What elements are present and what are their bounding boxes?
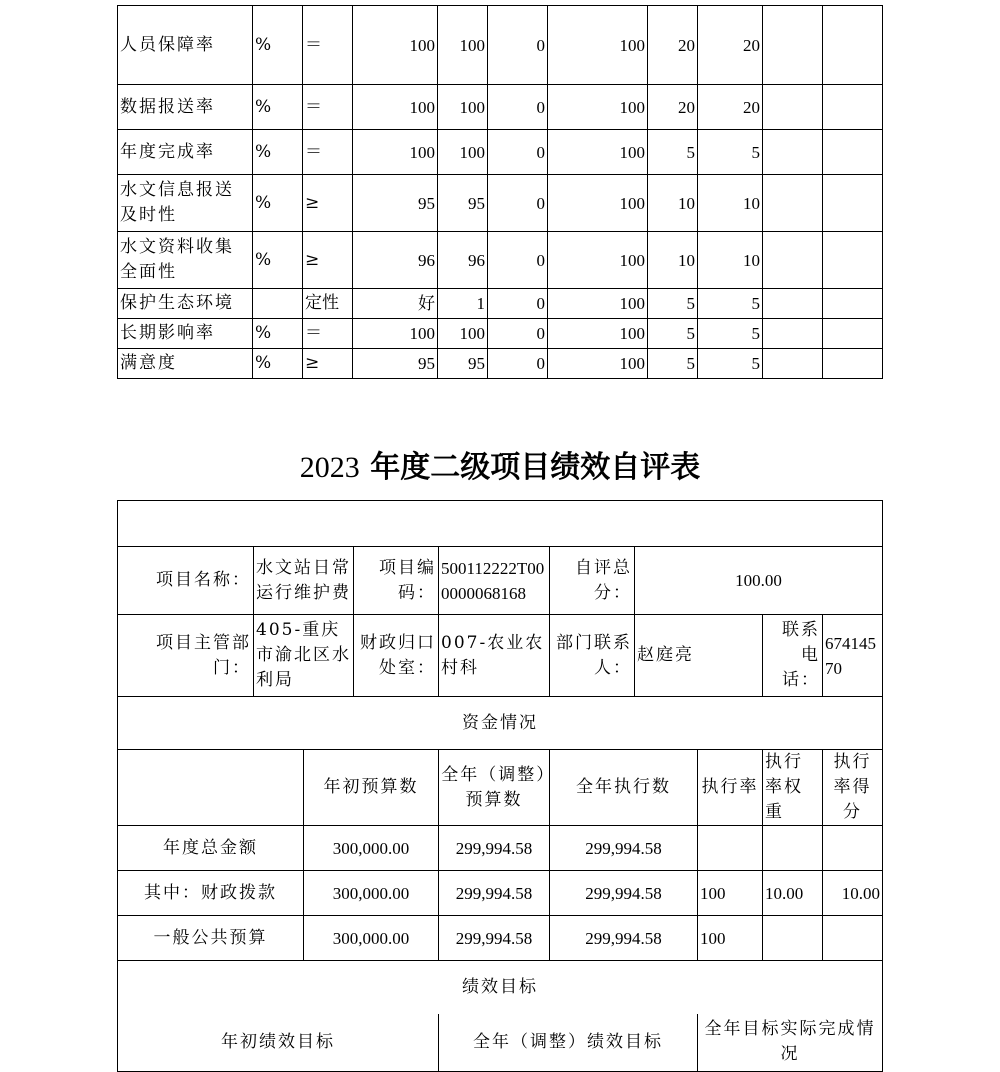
- indicator-rate: 100: [548, 289, 648, 319]
- indicator-name: 长期影响率: [118, 319, 253, 349]
- indicator-actual: 96: [438, 232, 488, 289]
- dept-info-row: [118, 615, 883, 697]
- project-name-value: 水文站日常运行维护费: [254, 547, 354, 615]
- indicator-row: [118, 6, 883, 85]
- indicator-target: 95: [353, 349, 438, 379]
- indicator-blank-b: [823, 6, 883, 85]
- indicator-actual: 100: [438, 85, 488, 130]
- indicator-rate: 100: [548, 85, 648, 130]
- funds-row: [118, 916, 883, 961]
- indicator-deviation: 0: [488, 175, 548, 232]
- evaluation-table: [117, 500, 883, 1072]
- funds-header-rate: 执行率: [698, 750, 763, 826]
- funds-row-initial: 300,000.00: [304, 871, 439, 916]
- funds-row-score: [823, 826, 883, 871]
- indicator-unit: %: [253, 319, 303, 349]
- indicator-row: [118, 349, 883, 379]
- indicator-weight: 5: [648, 289, 698, 319]
- funds-row-weight: [763, 826, 823, 871]
- indicator-blank-b: [823, 232, 883, 289]
- indicator-row: [118, 130, 883, 175]
- indicator-actual: 1: [438, 289, 488, 319]
- indicator-blank-b: [823, 85, 883, 130]
- indicator-operator: ＝: [303, 130, 353, 175]
- indicator-blank-b: [823, 175, 883, 232]
- indicator-operator: ＝: [303, 85, 353, 130]
- indicator-rate: 100: [548, 175, 648, 232]
- indicator-operator: ＝: [303, 6, 353, 85]
- project-code-label: 项目编码：: [354, 547, 439, 615]
- funds-row-adjusted: 299,994.58: [439, 916, 550, 961]
- indicator-rate: 100: [548, 319, 648, 349]
- indicator-target: 100: [353, 319, 438, 349]
- indicator-unit: %: [253, 130, 303, 175]
- funds-row-score: 10.00: [823, 871, 883, 916]
- funds-row-adjusted: 299,994.58: [439, 871, 550, 916]
- indicator-operator: ≥: [303, 349, 353, 379]
- funds-row-initial: 300,000.00: [304, 916, 439, 961]
- indicator-blank-b: [823, 349, 883, 379]
- indicator-blank-a: [763, 6, 823, 85]
- indicator-blank-a: [763, 319, 823, 349]
- funds-row-executed: 299,994.58: [550, 916, 698, 961]
- contact-value: 赵庭亮: [635, 615, 763, 697]
- indicator-blank-b: [823, 130, 883, 175]
- indicator-weight: 10: [648, 175, 698, 232]
- funds-header-row: [118, 750, 883, 826]
- funds-row-label: 年度总金额: [118, 826, 304, 871]
- indicator-row: [118, 289, 883, 319]
- indicator-name: 满意度: [118, 349, 253, 379]
- indicator-row: [118, 175, 883, 232]
- funds-header-adjusted: 全年（调整）预算数: [439, 750, 550, 826]
- indicator-unit: %: [253, 85, 303, 130]
- indicator-row: [118, 85, 883, 130]
- indicator-deviation: 0: [488, 130, 548, 175]
- funds-row-rate: 100: [698, 916, 763, 961]
- indicator-target: 100: [353, 130, 438, 175]
- indicator-deviation: 0: [488, 319, 548, 349]
- funds-header-score: 执行率得分: [823, 750, 883, 826]
- indicator-operator: ≥: [303, 175, 353, 232]
- phone-label: 联系电话：: [763, 615, 823, 697]
- funds-row-adjusted: 299,994.58: [439, 826, 550, 871]
- indicator-blank-a: [763, 232, 823, 289]
- indicator-deviation: 0: [488, 6, 548, 85]
- blank-header-row: [118, 501, 883, 547]
- indicator-blank-a: [763, 85, 823, 130]
- indicator-weight: 20: [648, 85, 698, 130]
- funds-row-rate: [698, 826, 763, 871]
- self-score-label: 自评总分：: [550, 547, 635, 615]
- indicator-weight: 5: [648, 130, 698, 175]
- indicator-actual: 100: [438, 130, 488, 175]
- indicator-blank-a: [763, 130, 823, 175]
- goals-header-adjusted: 全年（调整）绩效目标: [439, 1014, 698, 1072]
- project-info-row: [118, 547, 883, 615]
- indicator-score: 5: [698, 349, 763, 379]
- indicator-deviation: 0: [488, 349, 548, 379]
- project-code-value: 500112222T000000068168: [439, 547, 550, 615]
- indicator-rate: 100: [548, 232, 648, 289]
- indicator-score: 10: [698, 175, 763, 232]
- indicator-operator: ≥: [303, 232, 353, 289]
- indicator-rate: 100: [548, 6, 648, 85]
- indicator-target: 96: [353, 232, 438, 289]
- indicator-score: 20: [698, 6, 763, 85]
- funds-row-rate: 100: [698, 871, 763, 916]
- indicator-row: [118, 232, 883, 289]
- indicator-row: [118, 319, 883, 349]
- indicator-name: 人员保障率: [118, 6, 253, 85]
- indicator-unit: %: [253, 349, 303, 379]
- indicator-target: 100: [353, 6, 438, 85]
- funds-header-executed: 全年执行数: [550, 750, 698, 826]
- indicator-actual: 95: [438, 175, 488, 232]
- funds-row-score: [823, 916, 883, 961]
- indicator-score: 20: [698, 85, 763, 130]
- finance-office-value: 007-农业农村科: [439, 615, 550, 697]
- indicator-score: 5: [698, 319, 763, 349]
- indicator-target: 好: [353, 289, 438, 319]
- indicator-unit: [253, 289, 303, 319]
- indicator-blank-a: [763, 175, 823, 232]
- indicator-name: 水文信息报送及时性: [118, 175, 253, 232]
- goals-section-row: [118, 961, 883, 1014]
- funds-row-executed: 299,994.58: [550, 871, 698, 916]
- indicator-blank-a: [763, 289, 823, 319]
- funds-row: [118, 871, 883, 916]
- indicator-weight: 10: [648, 232, 698, 289]
- indicator-blank-b: [823, 289, 883, 319]
- funds-section-row: [118, 697, 883, 750]
- self-score-value: 100.00: [635, 547, 883, 615]
- indicator-deviation: 0: [488, 232, 548, 289]
- contact-label: 部门联系人：: [550, 615, 635, 697]
- indicator-rate: 100: [548, 349, 648, 379]
- indicator-weight: 20: [648, 6, 698, 85]
- goals-header-row: [118, 1014, 883, 1072]
- goals-header-actual: 全年目标实际完成情况: [698, 1014, 883, 1072]
- indicator-actual: 100: [438, 6, 488, 85]
- funds-header-initial: 年初预算数: [304, 750, 439, 826]
- indicator-score: 5: [698, 289, 763, 319]
- goals-header-initial: 年初绩效目标: [118, 1014, 439, 1072]
- funds-row-label: 其中：财政拨款: [118, 871, 304, 916]
- indicator-target: 95: [353, 175, 438, 232]
- indicator-actual: 100: [438, 319, 488, 349]
- indicator-deviation: 0: [488, 289, 548, 319]
- page-title: 2023 年度二级项目绩效自评表: [299, 450, 701, 485]
- indicator-rate: 100: [548, 130, 648, 175]
- indicator-name: 年度完成率: [118, 130, 253, 175]
- funds-row-weight: [763, 916, 823, 961]
- indicator-table: [117, 5, 883, 379]
- indicator-operator: ＝: [303, 319, 353, 349]
- indicator-blank-a: [763, 349, 823, 379]
- funds-section-title: 资金情况: [118, 697, 883, 750]
- indicator-score: 10: [698, 232, 763, 289]
- finance-office-label: 财政归口处室：: [354, 615, 439, 697]
- dept-label: 项目主管部门：: [118, 615, 254, 697]
- indicator-name: 水文资料收集全面性: [118, 232, 253, 289]
- indicator-operator: 定性: [303, 289, 353, 319]
- funds-row-executed: 299,994.58: [550, 826, 698, 871]
- goals-section-title: 绩效目标: [118, 961, 883, 1014]
- indicator-unit: %: [253, 6, 303, 85]
- indicator-target: 100: [353, 85, 438, 130]
- indicator-weight: 5: [648, 319, 698, 349]
- indicator-unit: %: [253, 232, 303, 289]
- phone-value: 67414570: [823, 615, 883, 697]
- funds-row-initial: 300,000.00: [304, 826, 439, 871]
- indicator-unit: %: [253, 175, 303, 232]
- indicator-score: 5: [698, 130, 763, 175]
- funds-row-label: 一般公共预算: [118, 916, 304, 961]
- indicator-deviation: 0: [488, 85, 548, 130]
- indicator-weight: 5: [648, 349, 698, 379]
- dept-value: 405-重庆市渝北区水利局: [254, 615, 354, 697]
- funds-row: [118, 826, 883, 871]
- funds-row-weight: 10.00: [763, 871, 823, 916]
- indicator-name: 数据报送率: [118, 85, 253, 130]
- project-name-label: 项目名称：: [118, 547, 254, 615]
- indicator-blank-b: [823, 319, 883, 349]
- indicator-name: 保护生态环境: [118, 289, 253, 319]
- indicator-actual: 95: [438, 349, 488, 379]
- funds-header-weight: 执行率权重: [763, 750, 823, 826]
